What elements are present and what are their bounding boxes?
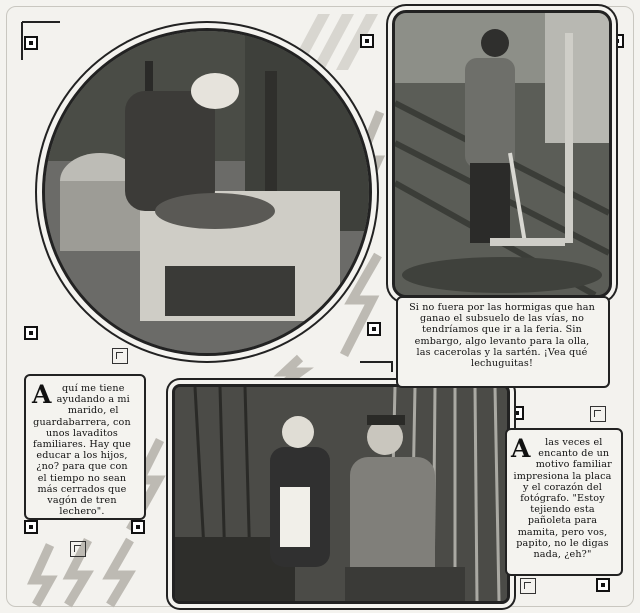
corner-ornament [510, 406, 524, 420]
caption-washing-dropcap: A [32, 380, 52, 409]
corner-ornament [610, 34, 624, 48]
caption-gardening [406, 302, 598, 369]
caption-knitting [511, 434, 614, 561]
photo-man-gardening [392, 10, 612, 298]
corner-ornament [367, 322, 381, 336]
corner-ornament [24, 520, 38, 534]
caption-knitting-dropcap: A [511, 434, 531, 463]
corner-ornament [360, 34, 374, 48]
corner-ornament [24, 326, 38, 340]
photo-woman-washing [42, 28, 372, 356]
spiral-ornament [520, 578, 536, 594]
spiral-ornament [70, 541, 86, 557]
caption-washing-text: quí me tiene ayudando a mi marido, el guardabarrera, con unos lavaditos familiares. Hay que educar a los hijos, ¿no? para que con el tiempo no sean más cerrados que vagón de tren lechero". [33, 383, 131, 518]
caption-washing [32, 380, 132, 518]
caption-knitting-text: las veces el encanto de un motivo familiar impresiona la placa y el corazón del fotógrafo. "Estoy tejiendo esta pañoleta para mamita, pero vos, papito, no le digas nada, ¿eh?" [513, 437, 612, 561]
spiral-ornament [112, 348, 128, 364]
corner-ornament [24, 36, 38, 50]
caption-gardening-text: Si no fuera por las hormigas que han ganao el subsuelo de las vías, no tendríamos que ir a la feria. Sin embargo, algo levanto para la olla, las cacerolas y la sartén. ¡Vea qué lechuguitas! [409, 302, 595, 370]
corner-ornament [596, 578, 610, 592]
photo-father-daughter [172, 384, 510, 604]
spiral-ornament [590, 406, 606, 422]
corner-ornament [131, 520, 145, 534]
